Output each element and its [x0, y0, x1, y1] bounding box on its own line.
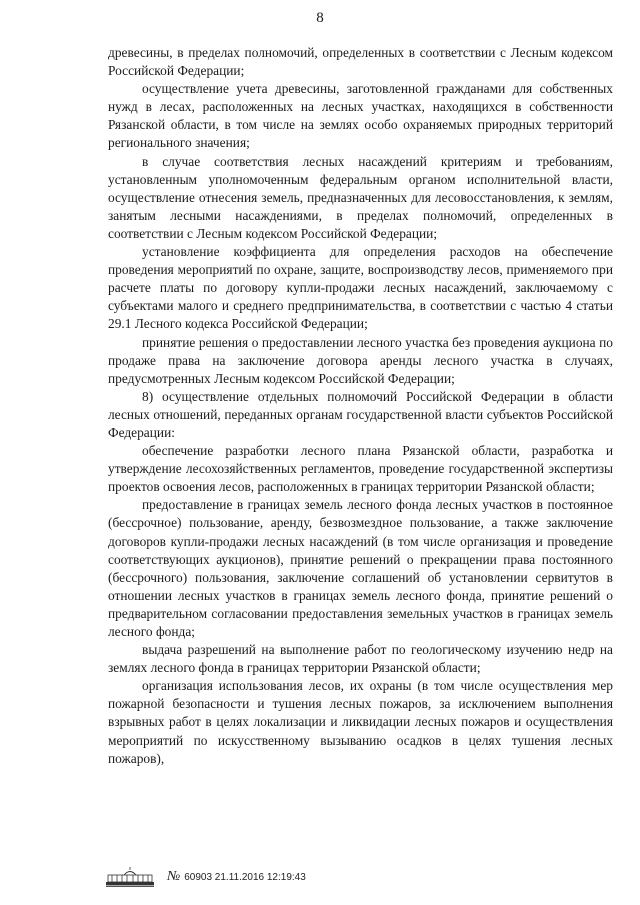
paragraph: обеспечение разработки лесного плана Рязанской области, разработка и утверждение лесохозяйственных регламентов, проведение государственной экспертизы проектов освоения лесов, расположенных в границах территории Рязанской области; — [108, 443, 613, 495]
paragraph: 8) осуществление отдельных полномочий Российской Федерации в области лесных отношений, переданных органам государственной власти субъектов Российской Федерации: — [108, 388, 613, 440]
building-logo-icon — [103, 866, 157, 888]
paragraph: организация использования лесов, их охраны (в том числе осуществления мер пожарной безопасности и тушения лесных пожаров, за исключением выполнения взрывных работ в целях локализации и ликвидации лесных пожаров и осуществления мероприятий по искусственному вызыванию осадков в целях тушения лесных пожаров), — [108, 678, 613, 766]
page-number: 8 — [316, 10, 324, 26]
registration-stamp: 60903 21.11.2016 12:19:43 — [184, 871, 306, 883]
footer — [103, 866, 306, 888]
paragraph: установление коэффициента для определения расходов на обеспечение проведения мероприятий по охране, защите, воспроизводству лесов, применяемого при расчете платы по договору купли-продажи лесных насаждений, заключаемому с субъектами малого и среднего предпринимательства, в соответствии с частью 4 статьи 29.1 Лесного кодекса Российской Федерации; — [108, 244, 613, 332]
number-mark: № — [167, 869, 181, 884]
paragraph: выдача разрешений на выполнение работ по геологическому изучению недр на землях лесного фонда в границах территории Рязанской области; — [108, 642, 613, 676]
paragraph: принятие решения о предоставлении лесного участка без проведения аукциона по продаже права на заключение договора аренды лесного участка в случаях, предусмотренных Лесным кодексом Российской Федерации; — [108, 334, 613, 386]
paragraph: предоставление в границах земель лесного фонда лесных участков в постоянное (бессрочное) пользование, аренду, безвозмездное пользование, а также заключение договоров купли-продажи лесных насаждений (в том числе организация и проведение соответствующих аукционов), принятие решений о прекращении права постоянного (бессрочного) пользования, заключение соглашений об установлении сервитутов в отношении лесных участков в границах земель лесного фонда, принятие решений о предварительном согласовании предоставления земельных участков в границах земель лесного фонда; — [108, 497, 613, 639]
paragraph: осуществление учета древесины, заготовленной гражданами для собственных нужд в лесах, расположенных на лесных участках, находящихся в собственности Рязанской области, в том числе на землях особо охраняемых природных территорий регионального значения; — [108, 81, 613, 151]
document-body — [108, 44, 613, 768]
paragraph: в случае соответствия лесных насаждений критериям и требованиям, установленным уполномоченным федеральным органом исполнительной власти, осуществление отнесения земель, предназначенных для лесовосстановления, к землям, занятым лесными насаждениями, в пределах полномочий, определенных в соответствии с Лесным кодексом Российской Федерации; — [108, 153, 613, 241]
paragraph: древесины, в пределах полномочий, определенных в соответствии с Лесным кодексом Российской Федерации; — [108, 45, 613, 79]
